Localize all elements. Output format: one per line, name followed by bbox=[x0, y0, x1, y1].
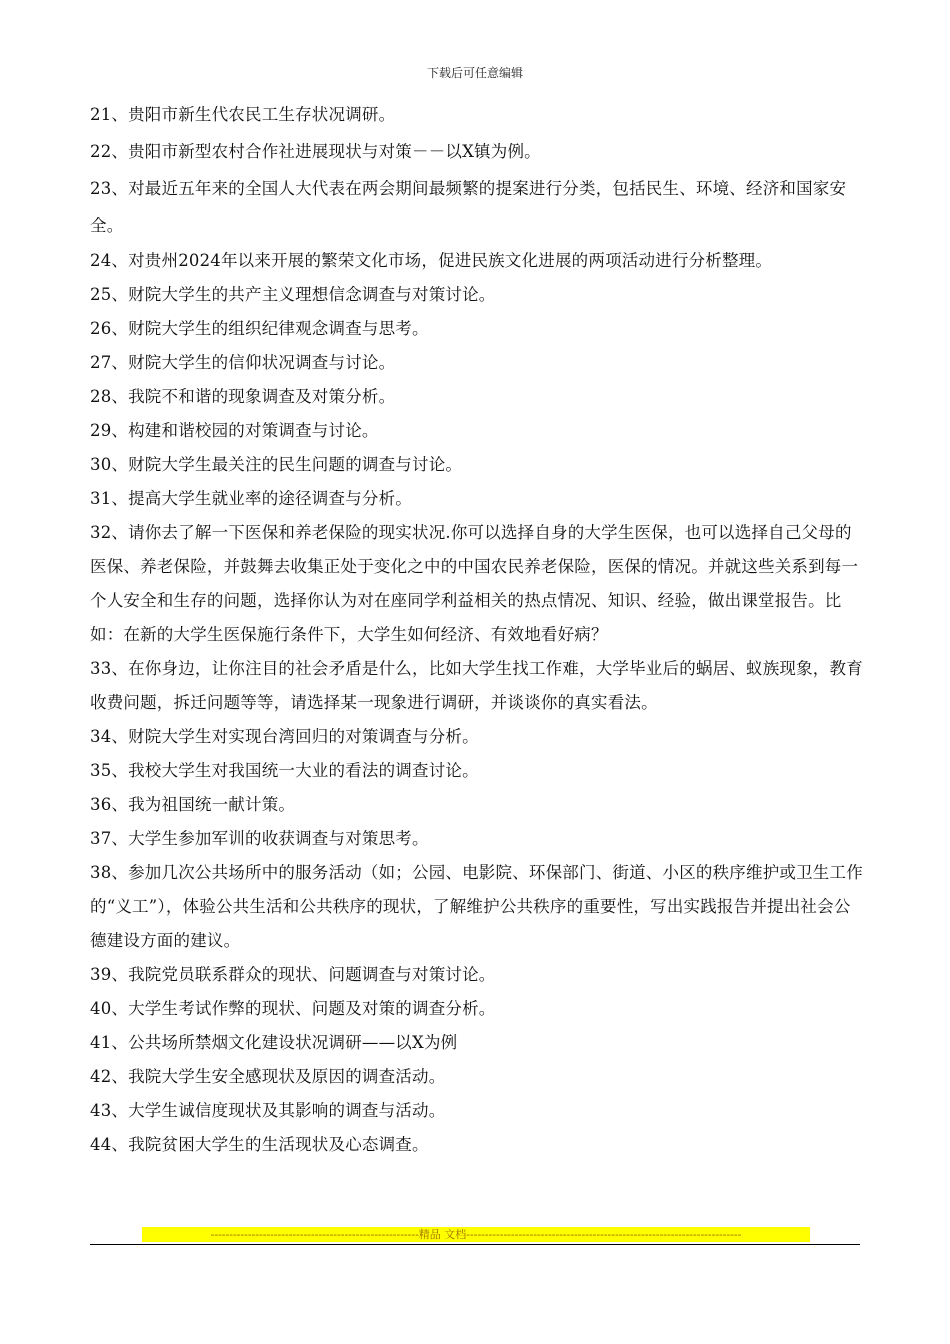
list-item: 44、我院贫困大学生的生活现状及心态调查。 bbox=[90, 1135, 429, 1154]
list-item: 36、我为祖国统一献计策。 bbox=[90, 795, 296, 814]
list-item: 31、提高大学生就业率的途径调查与分析。 bbox=[90, 489, 412, 508]
list-item: 21、贵阳市新生代农民工生存状况调研。 bbox=[90, 105, 396, 124]
footer-watermark: --------------------------------------------------------精品 文档-------------------------------------------------------------------------- bbox=[142, 1227, 810, 1242]
list-item: 24、对贵州2024年以来开展的繁荣文化市场，促进民族文化进展的两项活动进行分析整理。 bbox=[90, 251, 773, 270]
document-body bbox=[90, 96, 865, 1162]
list-item: 39、我院党员联系群众的现状、问题调查与对策讨论。 bbox=[90, 965, 496, 984]
list-item: 27、财院大学生的信仰状况调查与讨论。 bbox=[90, 353, 396, 372]
list-item: 32、请你去了解一下医保和养老保险的现实状况.你可以选择自身的大学生医保，也可以选择自己父母的医保、养老保险，并鼓舞去收集正处于变化之中的中国农民养老保险，医保的情况。并就这些关系到每一个人安全和生存的问题，选择你认为对在座同学利益相关的热点情况、知识、经验，做出课堂报告。比如：在新的大学生医保施行条件下，大学生如何经济、有效地看好病？ bbox=[90, 523, 859, 644]
list-item: 34、财院大学生对实现台湾回归的对策调查与分析。 bbox=[90, 727, 479, 746]
page-header: 下载后可任意编辑 bbox=[426, 66, 523, 80]
list-item: 42、我院大学生安全感现状及原因的调查活动。 bbox=[90, 1067, 446, 1086]
footer-divider bbox=[90, 1244, 860, 1245]
list-item: 28、我院不和谐的现象调查及对策分析。 bbox=[90, 387, 396, 406]
list-item: 41、公共场所禁烟文化建设状况调研——以X为例 bbox=[90, 1033, 458, 1052]
list-item: 29、构建和谐校园的对策调查与讨论。 bbox=[90, 421, 379, 440]
list-item: 38、参加几次公共场所中的服务活动（如；公园、电影院、环保部门、街道、小区的秩序维护或卫生工作的“义工”），体验公共生活和公共秩序的现状，了解维护公共秩序的重要性，写出实践报告并提出社会公德建设方面的建议。 bbox=[90, 863, 863, 950]
list-item: 26、财院大学生的组织纪律观念调查与思考。 bbox=[90, 319, 429, 338]
list-item: 22、贵阳市新型农村合作社进展现状与对策－－以X镇为例。 bbox=[90, 142, 541, 161]
list-item: 33、在你身边，让你注目的社会矛盾是什么，比如大学生找工作难，大学毕业后的蜗居、蚁族现象，教育收费问题，拆迁问题等等，请选择某一现象进行调研，并谈谈你的真实看法。 bbox=[90, 659, 863, 712]
list-item: 37、大学生参加军训的收获调查与对策思考。 bbox=[90, 829, 429, 848]
list-item: 43、大学生诚信度现状及其影响的调查与活动。 bbox=[90, 1101, 446, 1120]
list-item: 23、对最近五年来的全国人大代表在两会期间最频繁的提案进行分类，包括民生、环境、经济和国家安全。 bbox=[90, 179, 847, 235]
list-item: 25、财院大学生的共产主义理想信念调查与对策讨论。 bbox=[90, 285, 496, 304]
list-item: 30、财院大学生最关注的民生问题的调查与讨论。 bbox=[90, 455, 463, 474]
list-item: 35、我校大学生对我国统一大业的看法的调查讨论。 bbox=[90, 761, 479, 780]
list-item: 40、大学生考试作弊的现状、问题及对策的调查分析。 bbox=[90, 999, 496, 1018]
